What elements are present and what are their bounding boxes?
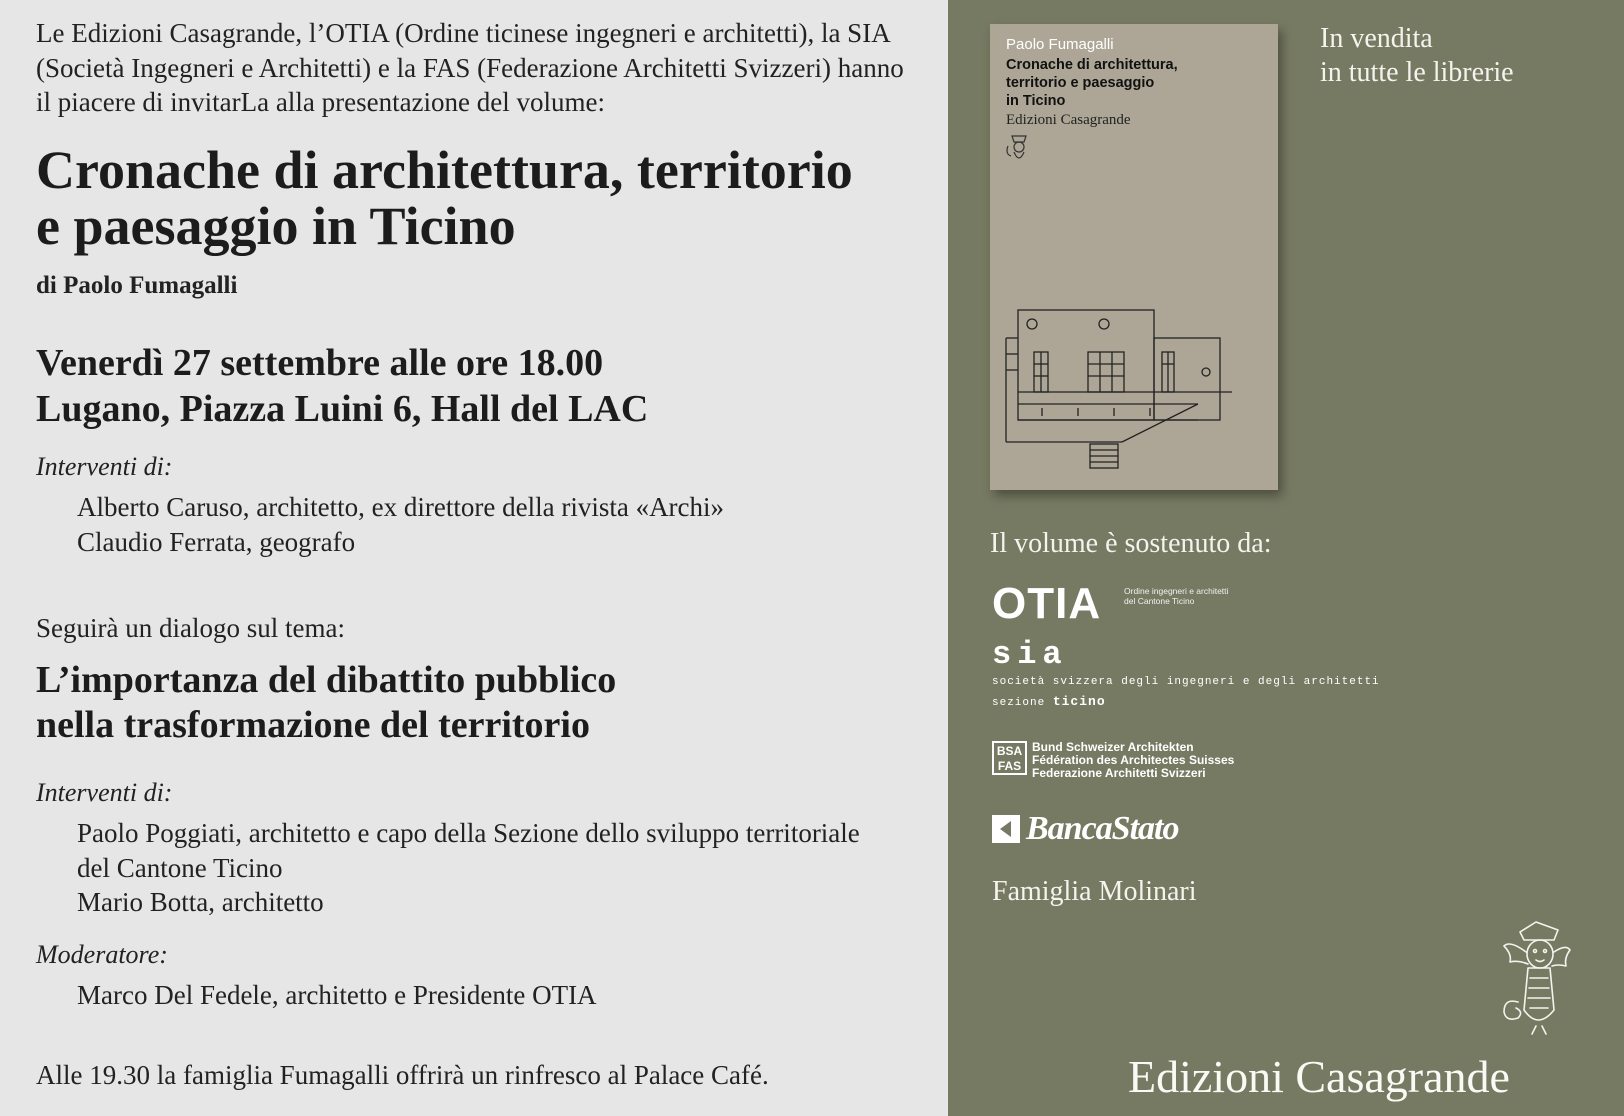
sponsor-panel [948,0,1624,1116]
book-cover-author: Paolo Fumagalli [1006,36,1114,53]
book-cover [990,24,1278,490]
speaker: Claudio Ferrata, geografo [77,526,356,557]
moderator-label: Moderatore: [36,940,168,969]
moderator-section [36,940,936,1013]
moderator-name: Marco Del Fedele, architetto e Presidente OTIA [77,980,597,1010]
dialogue-topic-line-1: L’importanza del dibattito pubblico [36,659,617,701]
book-cover-title-line: in Ticino [1006,93,1066,109]
sia-logo [992,636,1380,709]
otia-subtitle-line-1: Ordine ingegneri e architetti [1124,586,1229,596]
sia-section-label: sezione [992,697,1046,709]
speakers-label: Interventi di: [36,452,173,481]
bsa-fas-logo-text [1032,741,1234,780]
closing-note: Alle 19.30 la famiglia Fumagalli offrirà un rinfresco al Palace Café. [36,1060,769,1090]
bancastato-wordmark: BancaStato [1026,810,1179,847]
otia-subtitle-line-2: del Cantone Ticino [1124,596,1195,606]
dialogue-intro: Seguirà un dialogo sul tema: [36,613,345,643]
sale-note [1320,22,1514,90]
event-date-place [36,340,648,432]
book-title-line-2: e paesaggio in Ticino [36,196,516,256]
sale-note-line-2: in tutte le librerie [1320,57,1514,88]
sia-section-name: ticino [1052,694,1106,709]
book-cover-publisher: Edizioni Casagrande [1006,112,1131,128]
event-date: Venerdì 27 settembre alle ore 18.00 [36,342,604,384]
bancastato-mark-icon [992,815,1020,843]
bsa-mark-bottom: FAS [997,759,1022,773]
bsa-fas-logo-mark [992,741,1027,775]
speaker-continued: del Cantone Ticino [77,852,283,883]
book-title [36,142,853,254]
dialogue-topic-line-2: nella trasformazione del territorio [36,704,590,746]
bsa-mark-top: BSA [996,744,1023,758]
event-place: Lugano, Piazza Luini 6, Hall del LAC [36,388,649,430]
speakers-section-2 [36,778,936,920]
publisher-emblem-icon [1002,132,1036,166]
sponsor-family: Famiglia Molinari [992,876,1197,907]
book-cover-title-line: Cronache di architettura, [1006,57,1178,73]
sale-note-line-1: In vendita [1320,23,1433,54]
speaker: Alberto Caruso, architetto, ex direttore della rivista «Archi» [77,492,725,522]
publisher-mascot-icon [1496,918,1574,1036]
bsa-line: Fédération des Architectes Suisses [1032,753,1235,767]
bsa-line: Bund Schweizer Architekten [1032,740,1194,754]
intro-text: Le Edizioni Casagrande, l’OTIA (Ordine ticinese ingegneri e architetti), la SIA (Società Ingegneri e Architetti) e la FAS (Federazione Architetti Svizzeri) hanno il piacere di invitarLa alla presentazione del volume: [36,18,904,117]
sia-logo-subtitle: società svizzera degli ingegneri e degli architetti [992,676,1380,688]
otia-logo-subtitle [1124,586,1264,606]
speaker: Paolo Poggiati, architetto e capo della Sezione dello sviluppo territoriale [77,818,860,848]
dialogue-topic [36,658,616,748]
speakers-label: Interventi di: [36,778,173,807]
book-cover-title-line: territorio e paesaggio [1006,75,1155,91]
book-author: di Paolo Fumagalli [36,272,238,299]
otia-logo-wordmark: OTIA [992,579,1102,628]
bancastato-logo [992,810,1178,848]
bsa-fas-logo [992,741,1234,780]
sia-logo-wordmark: sia [992,636,1068,673]
publisher-name: Edizioni Casagrande [1128,1051,1510,1102]
book-title-line-1: Cronache di architettura, territorio [36,140,853,200]
sia-logo-section [992,694,1380,709]
building-drawing-icon [1002,304,1268,474]
support-label: Il volume è sostenuto da: [990,528,1272,559]
speakers-section-1 [36,452,936,559]
bsa-line: Federazione Architetti Svizzeri [1032,766,1206,780]
speaker: Mario Botta, architetto [77,887,324,917]
book-cover-title [1006,56,1246,110]
otia-logo [992,578,1229,630]
